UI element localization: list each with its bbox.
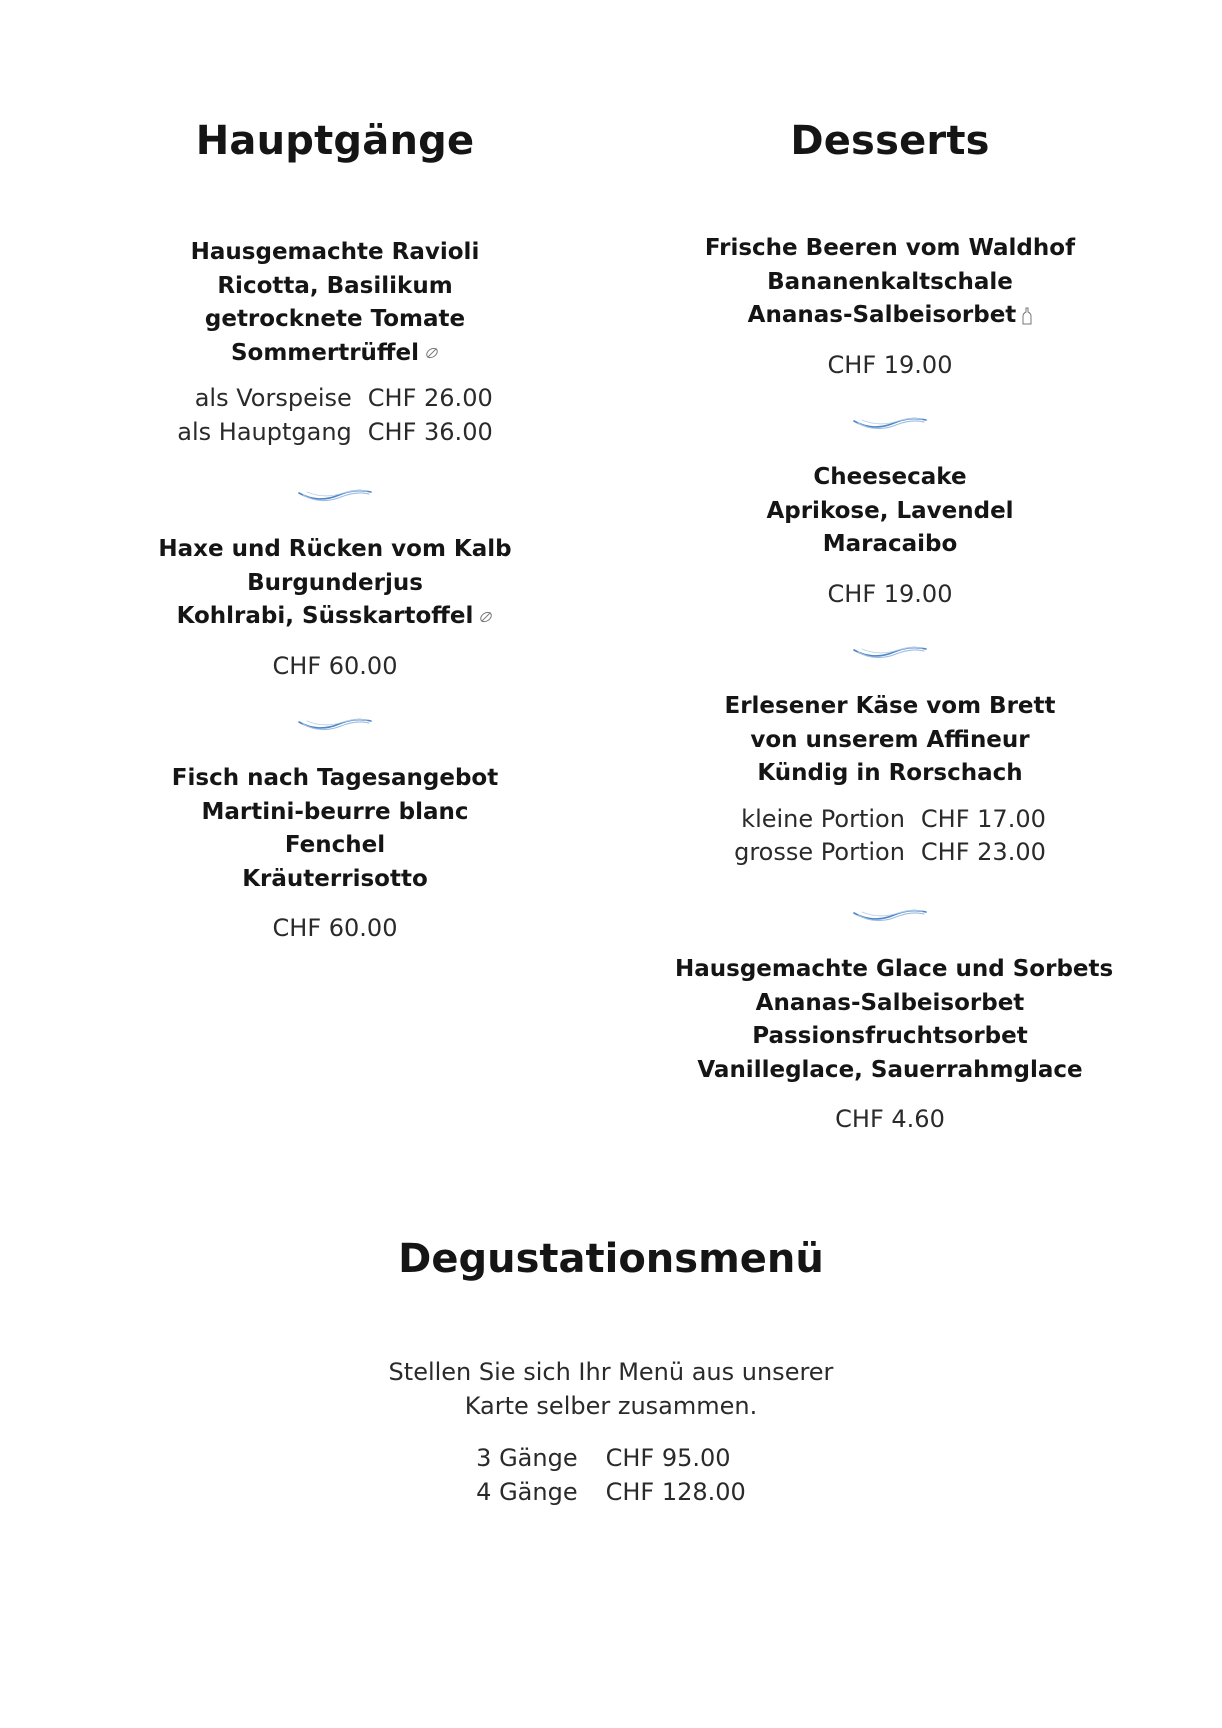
- price-label: als Hauptgang: [177, 417, 352, 446]
- dish-ravioli: [135, 236, 535, 449]
- description-line: Karte selber zusammen.: [464, 1391, 758, 1420]
- dish-line: Erlesener Käse vom Brett: [724, 693, 1056, 719]
- price-table: [476, 1442, 746, 1509]
- dish-line: Vanilleglace, Sauerrahmglace: [697, 1056, 1083, 1083]
- price-table: [734, 803, 1046, 870]
- price-label: als Vorspeise: [194, 384, 352, 412]
- price-value: CHF 60.00: [272, 651, 398, 680]
- dish-line: Haxe und Rücken vom Kalb: [158, 536, 512, 562]
- dish-line: Kräuterrisotto: [242, 865, 428, 892]
- dish-line: von unserem Affineur: [750, 726, 1030, 753]
- price-value: CHF 26.00: [367, 384, 493, 412]
- dish-line: Fisch nach Tagesangebot: [171, 765, 499, 791]
- wave-divider-icon: [852, 412, 928, 432]
- price-value: CHF 60.00: [272, 914, 398, 942]
- dish-line: Burgunderjus: [247, 569, 423, 596]
- price-row: [476, 1476, 746, 1510]
- dish-line: Cheesecake: [813, 464, 967, 490]
- description-line: Stellen Sie sich Ihr Menü aus unserer: [388, 1358, 834, 1386]
- main-courses-title: Hauptgänge: [195, 118, 475, 164]
- price-value: CHF 36.00: [367, 417, 493, 446]
- price-row: [177, 416, 492, 450]
- dish-line-text: Sommertrüffel: [230, 339, 420, 366]
- dish-veal: [135, 533, 535, 683]
- dessert-ice-cream: [675, 953, 1114, 1136]
- dish-line: Frische Beeren vom Waldhof: [704, 235, 1076, 261]
- dish-line: Martini-beurre blanc: [201, 798, 469, 825]
- wave-divider-icon: [852, 904, 928, 924]
- dish-line: Ananas-Salbeisorbet: [755, 989, 1025, 1016]
- dessert-cheesecake: [675, 461, 1105, 611]
- dish-line: Ricotta, Basilikum: [217, 272, 453, 299]
- dish-line: [135, 600, 535, 634]
- dish-fish: [135, 762, 535, 945]
- price-label: kleine Portion: [741, 804, 905, 833]
- price-value: CHF 95.00: [605, 1444, 731, 1472]
- leaf-icon: [479, 610, 493, 624]
- price-row: [476, 1442, 746, 1476]
- price-value: CHF 4.60: [835, 1105, 945, 1133]
- dish-line: Aprikose, Lavendel: [766, 497, 1014, 524]
- dish-line: Bananenkaltschale: [767, 268, 1013, 295]
- price-row: [734, 803, 1046, 837]
- dish-line: [135, 337, 535, 371]
- dish-line-text: Ananas-Salbeisorbet: [747, 302, 1017, 328]
- price-value: CHF 17.00: [920, 804, 1046, 833]
- desserts-title: Desserts: [790, 118, 990, 164]
- price-row: [177, 382, 492, 416]
- wave-divider-icon: [297, 484, 373, 504]
- dessert-cheese: [675, 690, 1105, 870]
- leaf-icon: [425, 346, 439, 360]
- dish-line: [675, 299, 1105, 333]
- dish-line: Kündig in Rorschach: [757, 760, 1023, 786]
- price-table: [177, 382, 492, 449]
- wave-divider-icon: [852, 641, 928, 661]
- price-value: CHF 19.00: [827, 350, 953, 379]
- bottle-icon: [1022, 307, 1032, 325]
- price-value: CHF 128.00: [605, 1477, 746, 1506]
- tasting-menu-prices: [0, 1442, 1222, 1509]
- wave-divider-icon: [297, 713, 373, 733]
- dish-line: Passionsfruchtsorbet: [752, 1023, 1028, 1049]
- price-label: 4 Gänge: [476, 1477, 578, 1506]
- dessert-berries: [675, 232, 1105, 382]
- dish-line: Hausgemachte Glace und Sorbets: [675, 956, 1114, 982]
- dish-line: Hausgemachte Ravioli: [190, 239, 480, 265]
- price-value: CHF 19.00: [827, 579, 953, 608]
- dish-line-text: Kohlrabi, Süsskartoffel: [176, 603, 474, 629]
- price-label: grosse Portion: [734, 838, 905, 866]
- dish-line: Fenchel: [284, 832, 386, 858]
- price-value: CHF 23.00: [920, 838, 1046, 866]
- dish-line: Maracaibo: [822, 531, 958, 557]
- dish-line: getrocknete Tomate: [204, 306, 466, 332]
- price-row: [734, 836, 1046, 870]
- price-label: 3 Gänge: [476, 1444, 578, 1472]
- tasting-menu-title: Degustationsmenü: [398, 1236, 824, 1282]
- tasting-menu-description: [0, 1356, 1222, 1423]
